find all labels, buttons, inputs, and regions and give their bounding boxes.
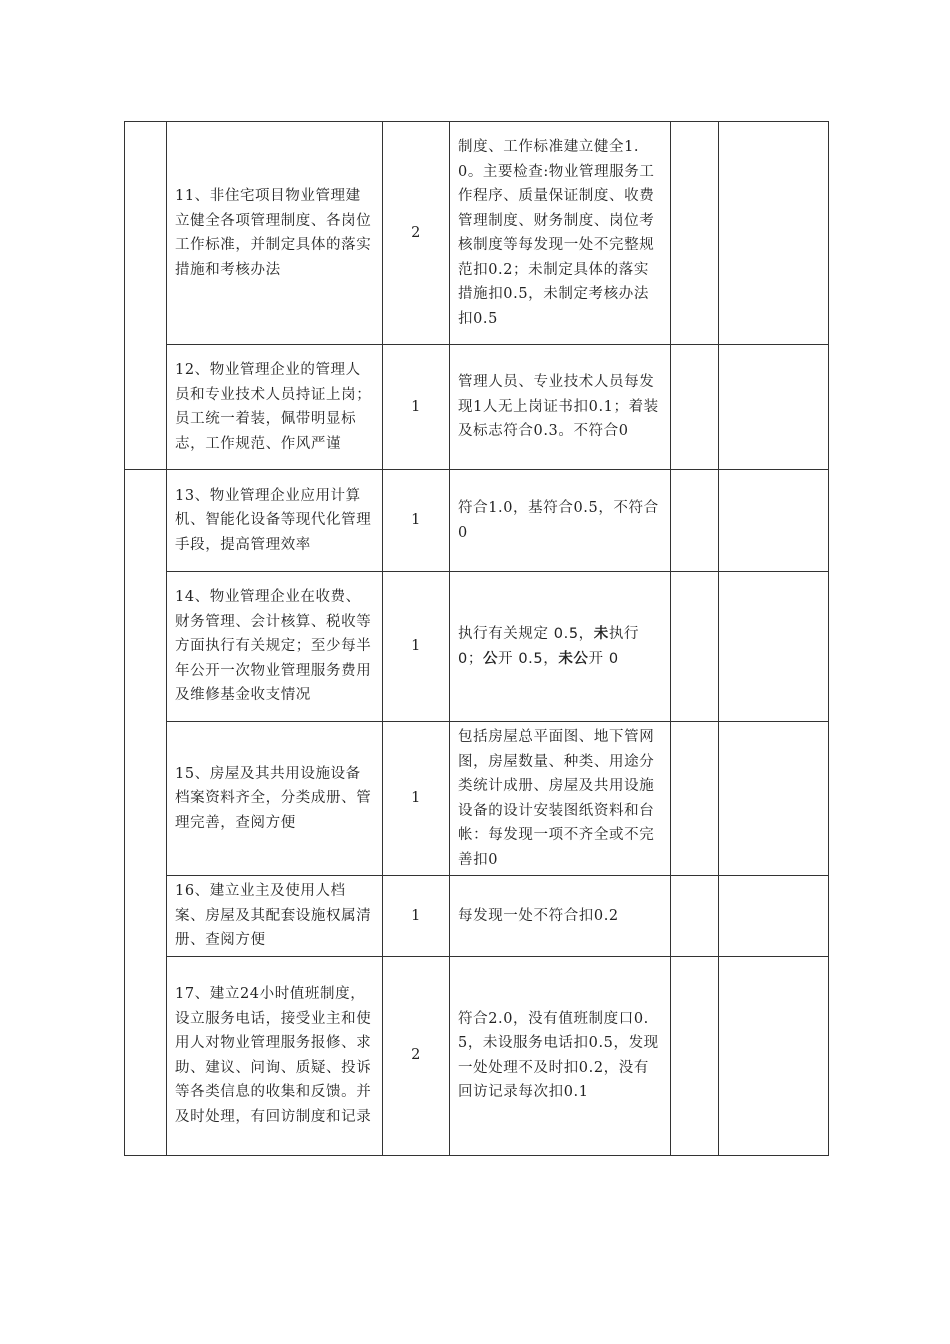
assessed-score-cell [719,876,829,957]
self-score-cell [671,722,719,876]
item-cell: 11、非住宅项目物业管理建立健全各项管理制度、各岗位工作标准，并制定具体的落实措施和考核办法 [167,122,383,345]
criteria-cell: 管理人员、专业技术人员每发现1人无上岗证书扣0.1；着装及标志符合0.3。不符合0 [450,345,671,470]
assessed-score-cell [719,722,829,876]
criteria-cell: 符合1.0，基符合0.5，不符合0 [450,470,671,572]
criteria-text: 执行 0； [458,626,640,667]
assessment-table [124,121,829,1156]
item-cell: 17、建立24小时值班制度，设立服务电话，接受业主和使用人对物业管理服务报修、求助、建议、问询、质疑、投诉等各类信息的收集和反馈。并及时处理，有回访制度和记录 [167,956,383,1155]
self-score-cell [671,876,719,957]
self-score-cell [671,956,719,1155]
assessed-score-cell [719,470,829,572]
score-cell: 2 [383,956,450,1155]
item-cell: 15、房屋及其共用设施设备档案资料齐全，分类成册、管理完善，查阅方便 [167,722,383,876]
criteria-text-bold: 公 [482,650,499,667]
self-score-cell [671,572,719,722]
table-row [125,722,829,876]
item-cell: 12、物业管理企业的管理人员和专业技术人员持证上岗；员工统一着装，佩带明显标志，工作规范、作风严谨 [167,345,383,470]
category-cell [125,470,167,1156]
criteria-text: 执行有关规定 0.5， [458,626,594,642]
assessed-score-cell [719,572,829,722]
criteria-cell [450,572,671,722]
score-cell: 1 [383,345,450,470]
criteria-text-bold: 未公 [558,650,589,667]
self-score-cell [671,122,719,345]
criteria-text-bold: 未 [593,626,609,642]
item-cell: 13、物业管理企业应用计算机、智能化设备等现代化管理手段，提高管理效率 [167,470,383,572]
table-row [125,572,829,722]
criteria-cell: 包括房屋总平面图、地下管网图，房屋数量、种类、用途分类统计成册、房屋及共用设施设备的设计安装图纸资料和台帐：每发现一项不齐全或不完善扣0 [450,722,671,876]
table-row [125,876,829,957]
score-cell: 1 [383,722,450,876]
table-row [125,956,829,1155]
criteria-cell: 每发现一处不符合扣0.2 [450,876,671,957]
score-cell: 1 [383,876,450,957]
table-row [125,345,829,470]
table-row [125,122,829,345]
item-cell: 14、物业管理企业在收费、财务管理、会计核算、税收等方面执行有关规定；至少每半年公开一次物业管理服务费用及维修基金收支情况 [167,572,383,722]
criteria-cell: 符合2.0，没有值班制度口0.5，未设服务电话扣0.5，发现一处处理不及时扣0.2，没有回访记录每次扣0.1 [450,956,671,1155]
assessed-score-cell [719,122,829,345]
score-cell: 2 [383,122,450,345]
criteria-text: 开 0 [588,650,619,667]
criteria-text: 开 0.5， [498,650,559,667]
criteria-cell: 制度、工作标准建立健全1.0。主要检查:物业管理服务工作程序、质量保证制度、收费管理制度、财务制度、岗位考核制度等每发现一处不完整规范扣0.2；未制定具体的落实措施扣0.5，未制定考核办法扣0.5 [450,122,671,345]
category-cell [125,122,167,470]
score-cell: 1 [383,470,450,572]
assessed-score-cell [719,345,829,470]
score-cell: 1 [383,572,450,722]
self-score-cell [671,470,719,572]
item-cell: 16、建立业主及使用人档案、房屋及其配套设施权属清册、查阅方便 [167,876,383,957]
self-score-cell [671,345,719,470]
table-row [125,470,829,572]
assessed-score-cell [719,956,829,1155]
